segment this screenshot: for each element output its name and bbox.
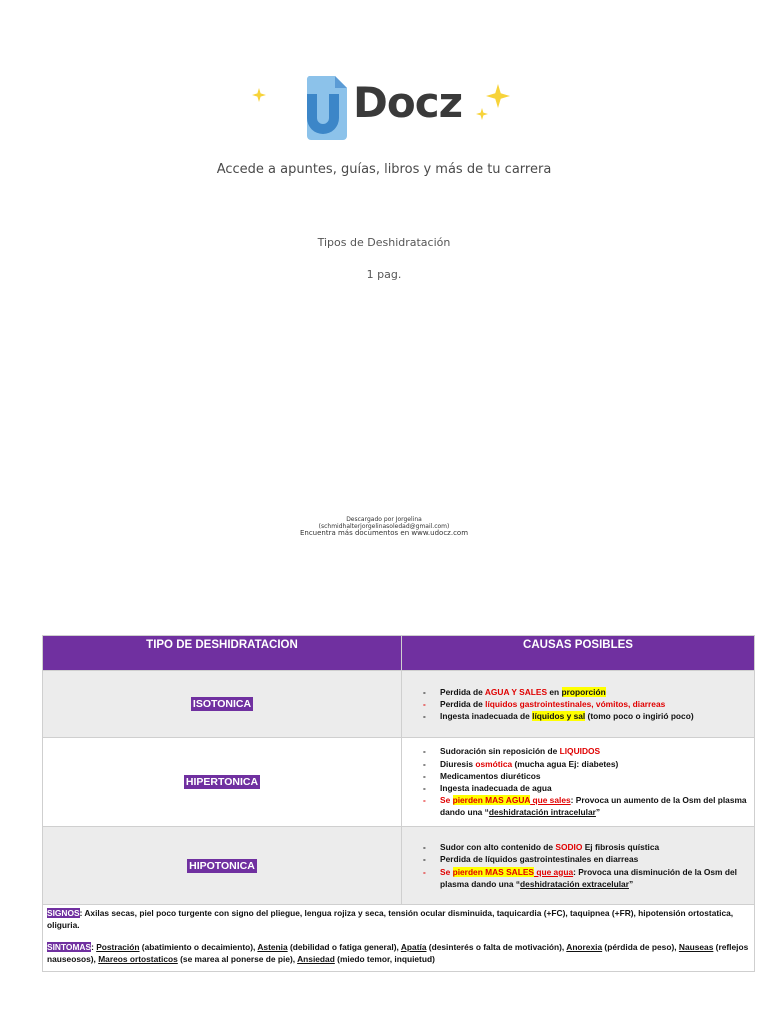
table-row-isotonica	[43, 671, 755, 738]
causes-list	[403, 686, 753, 723]
sparkle-icon-large	[486, 84, 510, 108]
cause-item: - Diuresis osmótica (mucha agua Ej: diabetes)	[423, 758, 753, 770]
watermark-site: Encuentra más documentos en www.udocz.com	[299, 529, 469, 537]
causes-cell	[402, 827, 755, 905]
sintomas-label: SINTOMAS	[47, 942, 92, 952]
document-title: Tipos de Deshidratación	[317, 236, 451, 249]
watermark-email: (schmidhalterjorgelinasoledad@gmail.com)	[318, 523, 450, 530]
header-causes: CAUSAS POSIBLES	[402, 636, 755, 671]
cause-item: - Se pierden MAS SALES que agua: Provoca una disminución de la Osm del plasma dando una “deshidratación extracelular”	[423, 866, 753, 890]
causes-list	[403, 745, 753, 818]
header-type: TIPO DE DESHIDRATACION	[43, 636, 402, 671]
cause-item: - Perdida de líquidos gastrointestinales, vómitos, diarreas	[423, 698, 753, 710]
causes-cell	[402, 671, 755, 738]
sintomas-paragraph: SINTOMAS: Postración (abatimiento o decaimiento), Astenia (debilidad o fatiga general), Apatía (desinterés o falta de motivación), Anorexia (pérdida de peso), Nauseas (reflejos nauseosos), Mareos ortostaticos (se marea al ponerse de pie), Ansiedad (miedo temor, inquietud)	[47, 942, 749, 964]
type-tag: ISOTONICA	[192, 698, 252, 710]
signos-paragraph	[47, 908, 750, 931]
udocz-logo[interactable]	[305, 72, 465, 142]
udocz-header	[0, 68, 768, 148]
document-logo-icon	[305, 74, 349, 140]
type-cell	[43, 738, 402, 827]
causes-list	[403, 841, 753, 890]
signos-label: SIGNOS	[47, 908, 80, 918]
sparkle-icon	[252, 88, 266, 102]
sparkle-icon-small	[476, 108, 488, 120]
cause-item: - Perdida de AGUA Y SALES en proporción	[423, 686, 753, 698]
type-tag: HIPERTONICA	[185, 776, 259, 788]
table-row-hipertonica	[43, 738, 755, 827]
brand-name: Docz	[353, 78, 463, 127]
cause-item: - Sudor con alto contenido de SODIO Ej fibrosis quística	[423, 841, 753, 853]
signos-text: : Axilas secas, piel poco turgente con signo del pliegue, lengua rojiza y seca, tensión ocular disminuida, taquicardia (+FC), taquipnea (+FR), hipotensión ortostatica, oliguria.	[47, 908, 734, 930]
type-cell	[43, 827, 402, 905]
cause-item: - Sudoración sin reposición de LIQUIDOS	[423, 745, 753, 757]
cause-item: - Ingesta inadecuada de líquidos y sal (tomo poco o ingirió poco)	[423, 710, 753, 722]
cause-item: - Ingesta inadecuada de agua	[423, 782, 753, 794]
table-row-notes	[43, 905, 755, 972]
page-count: 1 pag.	[366, 268, 402, 281]
watermark-downloaded-by: Descargado por Jorgelina	[346, 516, 422, 523]
type-cell	[43, 671, 402, 738]
table-row-hipotonica	[43, 827, 755, 905]
cause-item: - Medicamentos diuréticos	[423, 770, 753, 782]
notes-cell	[43, 905, 755, 972]
type-tag: HIPOTONICA	[189, 859, 255, 872]
dehydration-table	[42, 635, 755, 972]
download-watermark	[0, 516, 768, 537]
cause-item: - Perdida de líquidos gastrointestinales en diarreas	[423, 853, 753, 865]
cause-item: - Se pierden MAS AGUA que sales: Provoca un aumento de la Osm del plasma dando una “deshidratación intracelular”	[423, 794, 753, 818]
tagline: Accede a apuntes, guías, libros y más de tu carrera	[216, 162, 552, 177]
causes-cell	[402, 738, 755, 827]
